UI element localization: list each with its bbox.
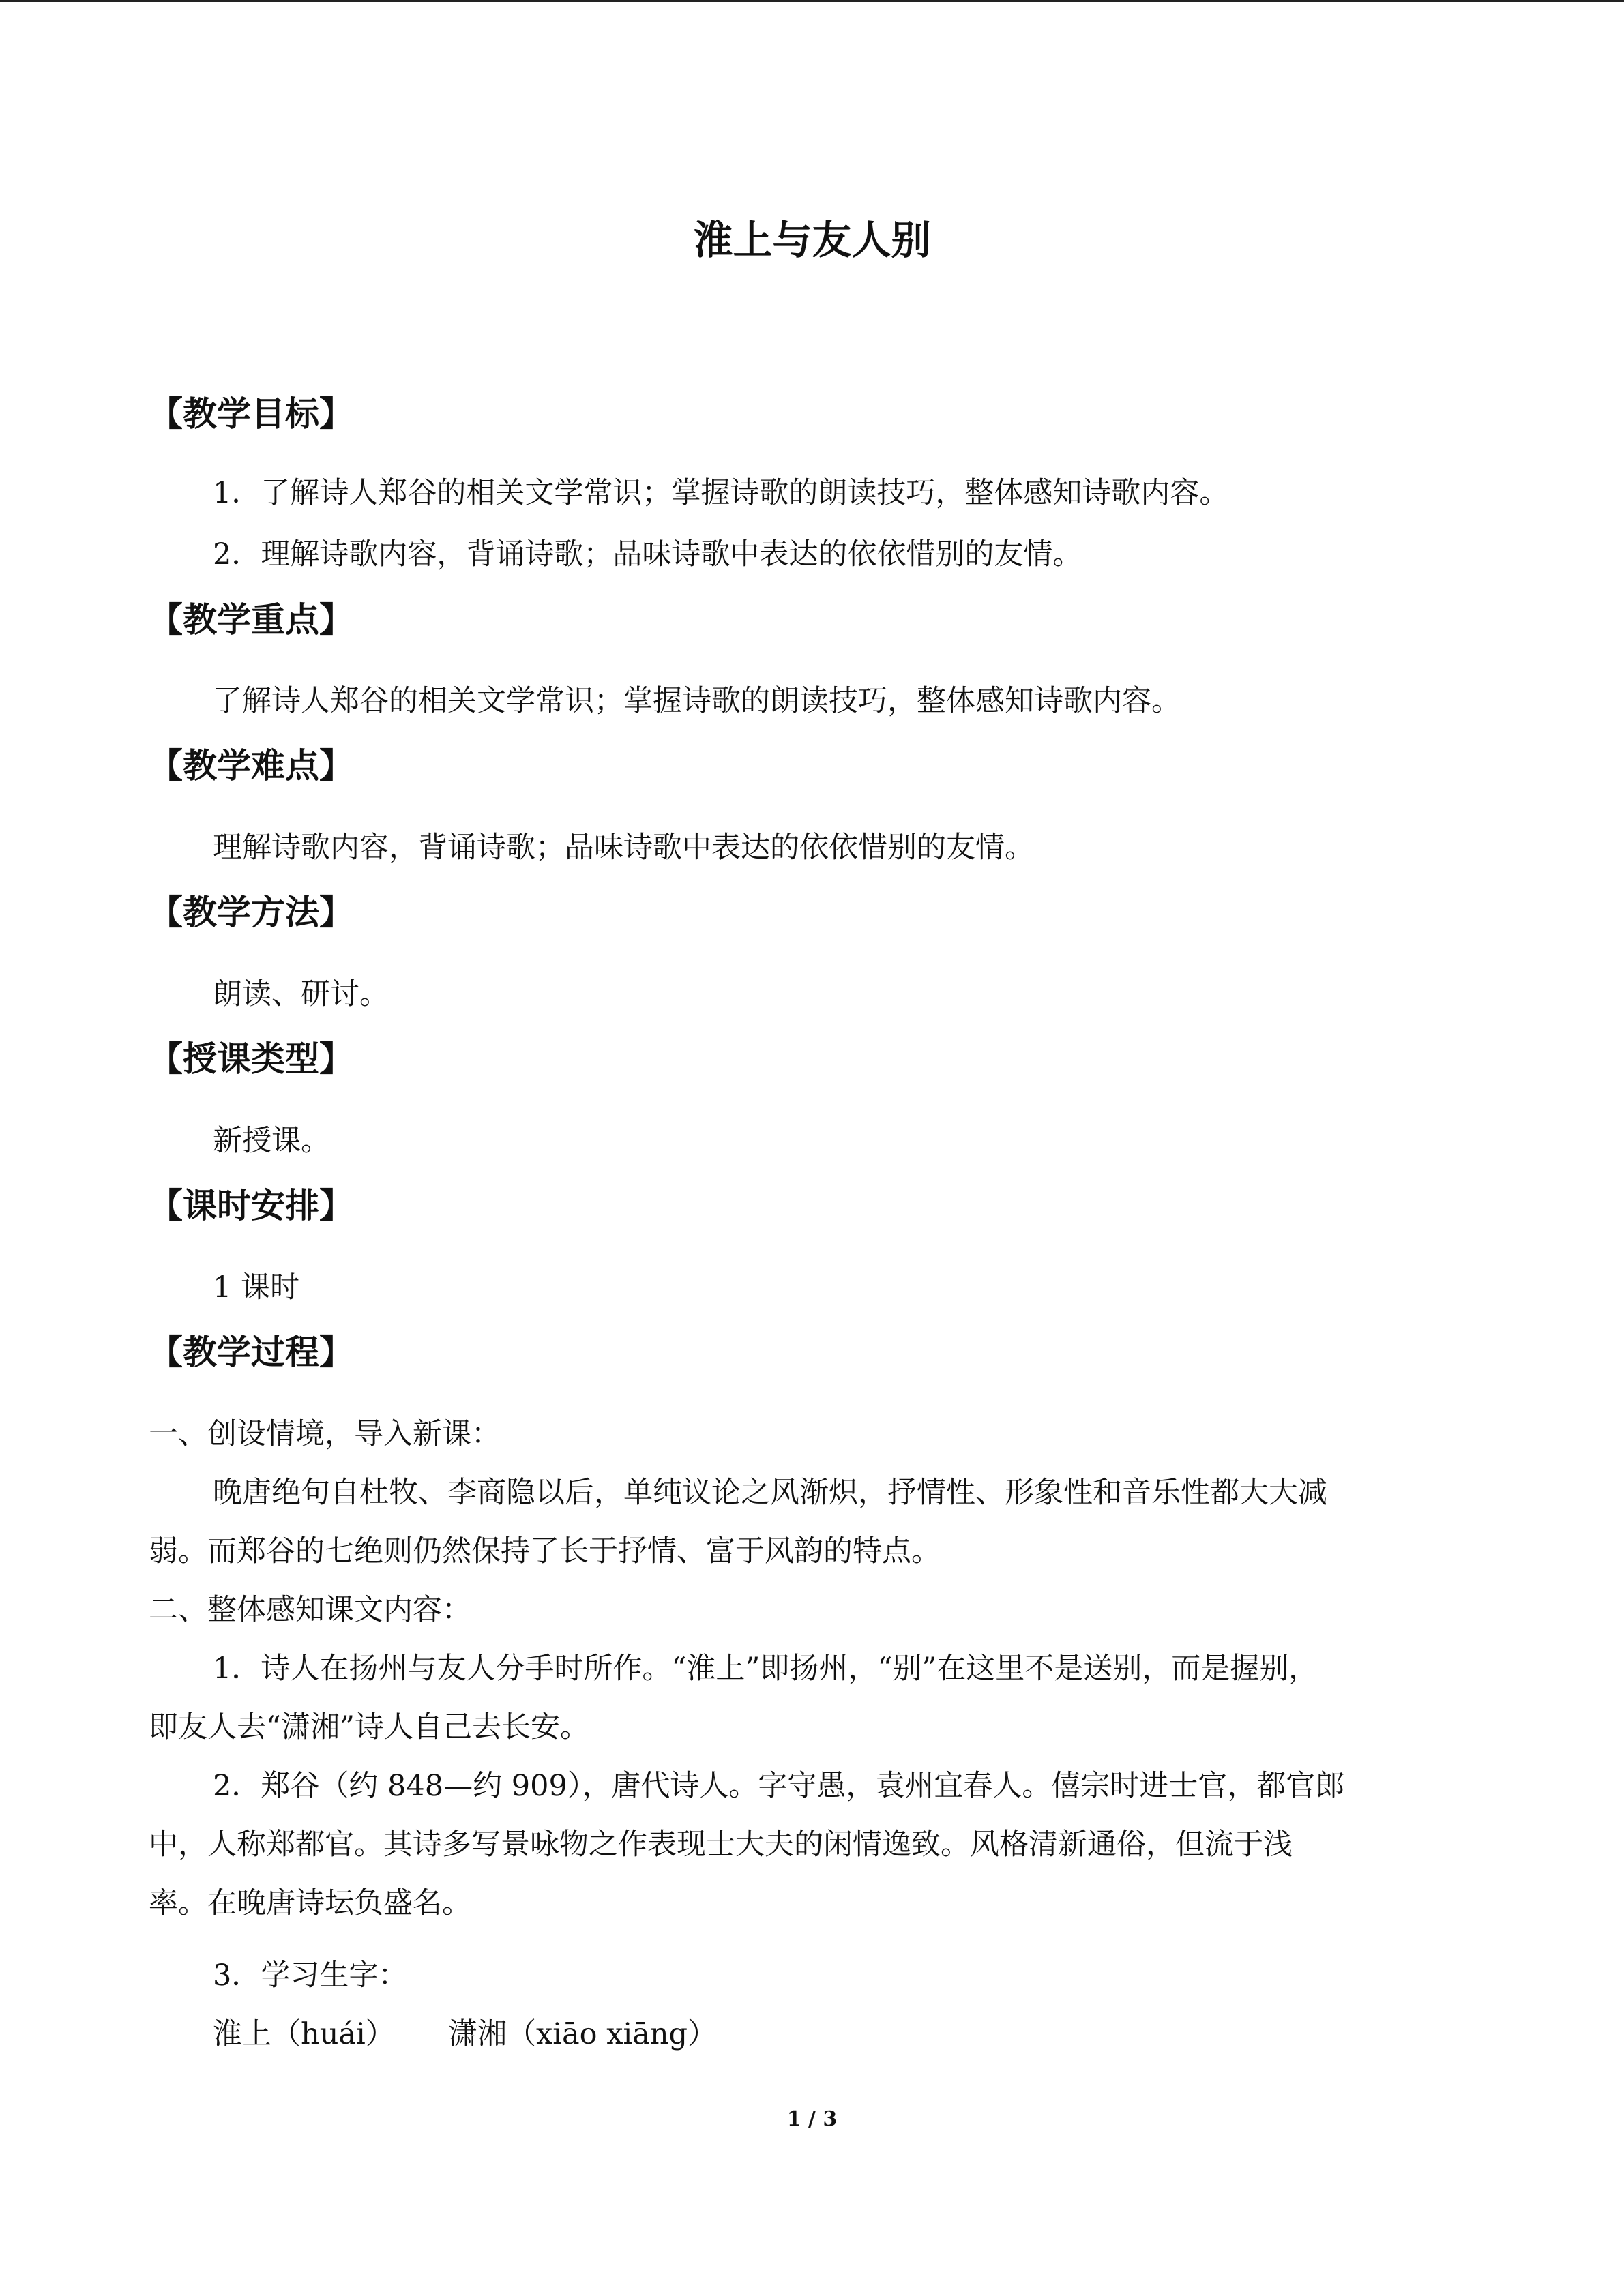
schedule-text: 1 课时 <box>213 1270 300 1304</box>
process-item2-line-1: 2．郑谷（约 848—约 909），唐代诗人。字守愚，袁州宜春人。僖宗时进士官，都官郎 <box>213 1769 1345 1803</box>
goal-item-1: 1．了解诗人郑谷的相关文学常识；掌握诗歌的朗读技巧，整体感知诗歌内容。 <box>213 476 1229 510</box>
goal-item-2: 2．理解诗歌内容，背诵诗歌；品味诗歌中表达的依依惜别的友情。 <box>213 537 1082 571</box>
methods-text: 朗读、研讨。 <box>213 977 389 1011</box>
page-number: 1 / 3 <box>786 2107 838 2131</box>
heading-teaching-goals: 【教学目标】 <box>149 394 353 434</box>
document-title: 淮上与友人别 <box>693 217 931 263</box>
process-item1-line-1: 1．诗人在扬州与友人分手时所作。“淮上”即扬州，“别”在这里不是送别，而是握别， <box>213 1652 1318 1686</box>
process-item3-title: 3．学习生字： <box>213 1958 408 1993</box>
pinyin-xiaoxiang: 潇湘（xiāo xiāng） <box>448 2017 718 2051</box>
heading-teaching-process: 【教学过程】 <box>149 1332 353 1372</box>
heading-key-points: 【教学重点】 <box>149 600 353 640</box>
heading-schedule: 【课时安排】 <box>149 1186 353 1225</box>
process-part1-line-2: 弱。而郑谷的七绝则仍然保持了长于抒情、富于风韵的特点。 <box>149 1534 941 1568</box>
process-item2-line-3: 率。在晚唐诗坛负盛名。 <box>149 1886 471 1920</box>
heading-methods: 【教学方法】 <box>149 893 353 932</box>
heading-difficulties: 【教学难点】 <box>149 746 353 786</box>
difficulties-text: 理解诗歌内容，背诵诗歌；品味诗歌中表达的依依惜别的友情。 <box>213 831 1034 865</box>
process-part2-title: 二、整体感知课文内容： <box>149 1593 471 1627</box>
heading-lesson-type: 【授课类型】 <box>149 1039 353 1079</box>
process-part1-line-1: 晚唐绝句自杜牧、李商隐以后，单纯议论之风渐炽，抒情性、形象性和音乐性都大大减 <box>213 1476 1327 1510</box>
key-points-text: 了解诗人郑谷的相关文学常识；掌握诗歌的朗读技巧，整体感知诗歌内容。 <box>213 684 1181 718</box>
process-item1-line-2: 即友人去“潇湘”诗人自己去长安。 <box>149 1710 589 1744</box>
lesson-type-text: 新授课。 <box>213 1124 330 1158</box>
pinyin-huai: 淮上（huái） <box>213 2017 395 2051</box>
process-item2-line-2: 中，人称郑都官。其诗多写景咏物之作表现士大夫的闲情逸致。风格清新通俗，但流于浅 <box>149 1828 1293 1862</box>
process-part1-title: 一、创设情境，导入新课： <box>149 1417 501 1451</box>
